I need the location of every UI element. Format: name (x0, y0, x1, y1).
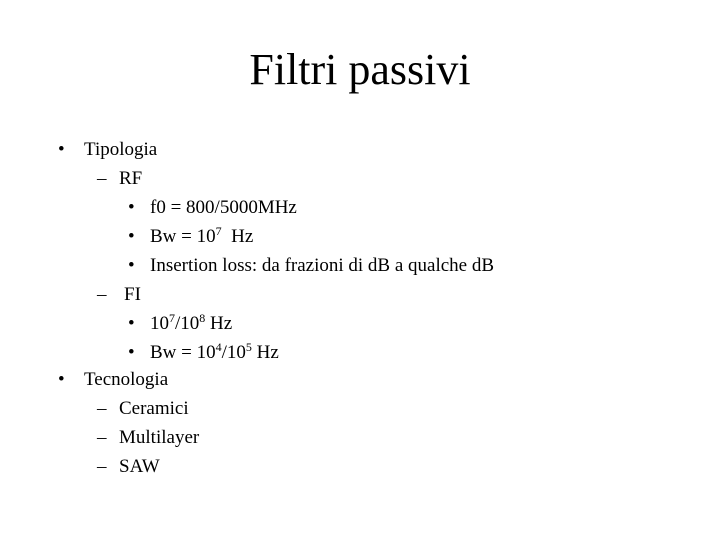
bullet-icon: • (58, 139, 65, 160)
fi-f-base2: /10 (175, 313, 200, 334)
list-item (97, 426, 199, 450)
list-item (97, 397, 189, 421)
bullet-icon: • (58, 369, 65, 390)
fi-bw-mid: /10 (221, 342, 246, 363)
item-rf-loss: Insertion loss: da frazioni di dB a qualche dB (150, 255, 495, 276)
dash-icon: – (97, 427, 107, 448)
list-item (128, 196, 297, 220)
bullet-icon: • (128, 197, 135, 218)
fi-bw-exp2: 5 (245, 340, 252, 354)
item-rf-bw (150, 226, 253, 247)
item-fi-freq (150, 313, 232, 334)
bullet-icon: • (128, 342, 135, 363)
dash-icon: – (97, 168, 107, 189)
list-item (58, 368, 168, 392)
rf-bw-exp: 7 (215, 224, 222, 238)
dash-icon: – (97, 284, 107, 305)
fi-bw-prefix: Bw = 10 (150, 342, 216, 363)
item-rf: RF (119, 168, 143, 189)
dash-icon: – (97, 456, 107, 477)
item-fi: FI (124, 284, 141, 305)
bullet-icon: • (128, 226, 135, 247)
fi-bw-unit: Hz (251, 342, 279, 363)
list-item (128, 341, 279, 365)
list-item (128, 254, 494, 278)
list-item (97, 167, 142, 191)
fi-f-base1: 10 (150, 313, 169, 334)
item-ceramici: Ceramici (119, 398, 189, 419)
item-multilayer: Multilayer (119, 427, 200, 448)
list-item (97, 455, 160, 479)
list-item (97, 283, 141, 307)
fi-f-exp2: 8 (199, 311, 206, 325)
rf-bw-unit: Hz (231, 226, 254, 247)
item-saw: SAW (119, 456, 160, 477)
item-tipologia: Tipologia (84, 139, 158, 160)
bullet-icon: • (128, 255, 135, 276)
slide-title: Filtri passivi (249, 45, 471, 94)
list-item (58, 138, 157, 162)
list-item (128, 312, 232, 336)
dash-icon: – (97, 398, 107, 419)
list-item (128, 225, 253, 249)
item-fi-bw (150, 342, 279, 363)
fi-f-exp1: 7 (169, 311, 175, 325)
item-tecnologia: Tecnologia (84, 369, 169, 390)
fi-f-unit: Hz (205, 313, 233, 334)
bullet-icon: • (128, 313, 135, 334)
fi-bw-exp1: 4 (215, 340, 222, 354)
rf-bw-prefix: Bw = 10 (150, 226, 216, 247)
item-rf-f0: f0 = 800/5000MHz (150, 197, 297, 218)
